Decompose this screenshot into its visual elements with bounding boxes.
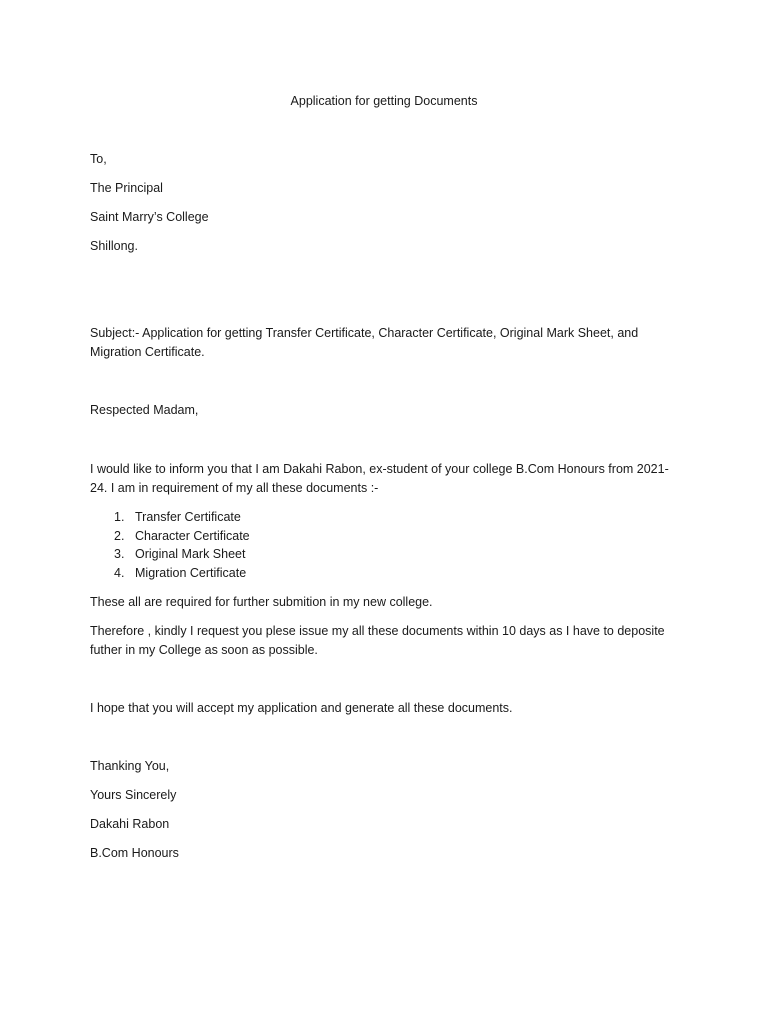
hope-paragraph: I hope that you will accept my application and generate all these documents. <box>90 701 513 715</box>
list-item-label: Migration Certificate <box>135 565 247 580</box>
list-item <box>90 527 250 546</box>
list-item-label: Transfer Certificate <box>135 510 241 524</box>
list-item-number: 1. <box>114 510 125 524</box>
closing-sign-off: Yours Sincerely <box>90 788 177 802</box>
request-line-1: Therefore , kindly I request you plese issue my all these documents within 10 days as I have to deposite <box>90 624 665 638</box>
list-item-label: Character Certificate <box>135 528 250 543</box>
list-item <box>90 545 250 564</box>
document-title: Application for getting Documents <box>290 94 478 108</box>
closing-thanks: Thanking You, <box>90 759 170 773</box>
signatory-course: B.Com Honours <box>90 846 179 860</box>
list-item <box>90 508 250 527</box>
list-item-number: 4. <box>114 565 125 580</box>
request-line-2: futher in my College as soon as possible. <box>90 643 318 657</box>
subject-line-2: Migration Certificate. <box>90 345 205 359</box>
address-city: Shillong. <box>90 239 138 253</box>
salutation: Respected Madam, <box>90 403 199 417</box>
address-institution: Saint Marry’s College <box>90 210 209 224</box>
list-item-number: 2. <box>114 528 125 543</box>
subject-line-1: Subject:- Application for getting Transfer Certificate, Character Certificate, Original Mark Sheet, and <box>90 326 639 340</box>
address-to: To, <box>90 152 107 166</box>
address-recipient: The Principal <box>90 181 163 195</box>
intro-line-2: 24. I am in requirement of my all these documents :- <box>90 481 379 495</box>
intro-line-1: I would like to inform you that I am Dakahi Rabon, ex-student of your college B.Com Honours from 2021- <box>90 462 669 476</box>
list-item <box>90 564 250 583</box>
list-item-number: 3. <box>114 547 125 562</box>
documents-list <box>90 508 250 582</box>
list-item-label: Original Mark Sheet <box>135 547 246 562</box>
signatory-name: Dakahi Rabon <box>90 817 170 831</box>
required-note: These all are required for further submition in my new college. <box>90 595 433 609</box>
